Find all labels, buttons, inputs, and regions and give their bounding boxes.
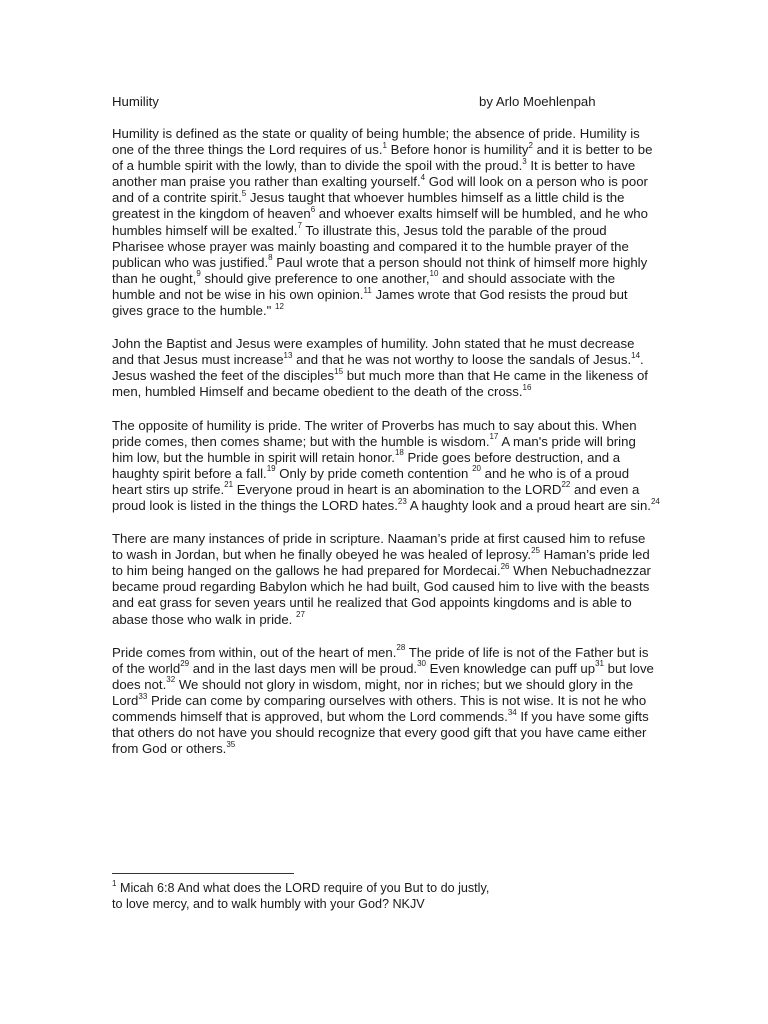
paragraph-text: Pride can come by comparing ourselves with others. This is not wise. It is not he who commends himself that is approved, but whom the Lord commends. <box>112 692 647 724</box>
footnote-reference: 7 <box>297 221 302 231</box>
footnote-reference: 13 <box>283 350 293 360</box>
paragraph-text: There are many instances of pride in scripture. Naaman’s pride at first caused him to refuse to wash in Jordan, but when he finally obeyed he was healed of leprosy. <box>112 531 646 563</box>
paragraph-text: should give preference to one another, <box>200 270 430 286</box>
paragraph <box>112 126 660 319</box>
footnote-reference: 27 <box>296 610 305 620</box>
paragraph <box>112 531 660 628</box>
document-title: Humility <box>112 94 159 109</box>
footnote-marker: 1 <box>112 878 117 888</box>
footnote-reference: 4 <box>420 172 426 182</box>
paragraph-text: and should associate with the humble and not be wise in his own opinion. <box>112 270 616 302</box>
paragraph-text: If you have some gifts that others do not have you should recognize that every good gift that you have came either from God or others. <box>112 709 649 757</box>
paragraph-text: Pride goes before destruction, and a haughty spirit before a fall. <box>112 449 621 481</box>
footnote-reference: 16 <box>522 383 532 393</box>
footnote-reference: 29 <box>180 659 190 669</box>
footnote-text: Micah 6:8 And what does the LORD require of you But to do justly, <box>116 881 490 895</box>
footnote-reference: 9 <box>196 269 201 279</box>
paragraph-text: Everyone proud in heart is an abomination to the LORD <box>233 481 562 497</box>
paragraph-text: When Nebuchadnezzar became proud regarding Babylon which he had built, God caused him to live with the beasts and eat grass for seven years until he realized that God appoints kingdoms and is able to abase those who walk in pride. <box>112 563 651 627</box>
paragraph-text: Haman’s pride led to him being hanged on the gallows he had prepared for Mordecai. <box>112 547 650 579</box>
footnote-reference: 18 <box>394 448 404 458</box>
footnote-reference: 10 <box>429 269 439 279</box>
footnote-reference: 35 <box>226 739 236 749</box>
paragraph-text: and that he was not worthy to loose the sandals of Jesus. <box>292 352 632 368</box>
paragraph-text: To illustrate this, Jesus told the parable of the proud Pharisee whose prayer was mainly boasting and compared it to the humble prayer of the publican who was justified. <box>112 222 629 270</box>
document-header <box>112 94 660 111</box>
footnote-reference: 25 <box>531 545 540 555</box>
paragraph-text: Jesus taught that whoever humbles himself as a little child is the greatest in the kingdom of heaven <box>112 190 625 222</box>
footnote-line-2: to love mercy, and to walk humbly with your God? NKJV <box>112 897 425 911</box>
paragraph-text: John the Baptist and Jesus were examples of humility. John stated that he must decrease and that Jesus must increase <box>112 336 635 368</box>
footnote-reference: 22 <box>561 480 571 490</box>
footnote-reference: 6 <box>310 205 316 215</box>
footnote-reference: 33 <box>138 691 148 701</box>
footnote-reference: 15 <box>334 366 344 376</box>
paragraph-text: and whoever exalts himself will be humbled, and he who humbles himself will be exalted. <box>112 206 648 238</box>
footnote-reference: 32 <box>166 675 176 685</box>
footnote-reference: 19 <box>266 464 276 474</box>
footnote-reference: 17 <box>489 432 499 442</box>
footnote-reference: 3 <box>522 156 527 166</box>
document-page <box>112 94 660 774</box>
paragraph-text: It is better to have another man praise you rather than exalting yourself. <box>112 158 636 190</box>
footnote-reference: 5 <box>241 188 247 198</box>
paragraph-text: but love does not. <box>112 660 654 692</box>
footnote-reference: 30 <box>417 659 426 669</box>
paragraph-text: Pride comes from within, out of the heart of men. <box>112 644 397 660</box>
paragraph-text: The pride of life is not of the Father but is of the world <box>112 644 649 676</box>
paragraph <box>112 418 660 515</box>
paragraph-text: We should not glory in wisdom, might, nor in riches; but we should glory in the Lord <box>112 676 634 708</box>
footnote-reference: 12 <box>275 301 284 311</box>
footnote-line <box>112 880 660 896</box>
paragraph-text: and in the last days men will be proud. <box>189 660 418 676</box>
footnote-reference: 11 <box>363 285 372 295</box>
footnote-separator <box>112 873 294 874</box>
paragraph-text: and even a proud look is listed in the things the LORD hates. <box>112 481 640 513</box>
paragraph-text: James wrote that God resists the proud but gives grace to the humble." <box>112 286 628 319</box>
footnote-reference: 31 <box>595 659 605 669</box>
paragraph-text: Before honor is humility <box>386 142 529 158</box>
footnote-reference: 8 <box>268 253 273 263</box>
paragraph-text: A man's pride will bring him low, but the humble in spirit will retain honor. <box>112 433 636 465</box>
paragraph-text: Even knowledge can puff up <box>425 660 596 676</box>
paragraph <box>112 645 660 758</box>
footnote-reference: 21 <box>224 480 234 490</box>
paragraph-text: A haughty look and a proud heart are sin. <box>406 497 651 513</box>
footnote-reference: 26 <box>500 561 510 571</box>
paragraph-text: God will look on a person who is poor and of a contrite spirit. <box>112 174 648 206</box>
paragraph-text: Paul wrote that a person should not think of himself more highly than he ought, <box>112 254 648 286</box>
paragraph-text: The opposite of humility is pride. The writer of Proverbs has much to say about this. When pride comes, then comes shame; but with the humble is wisdom. <box>112 417 637 449</box>
footnote-reference: 20 <box>472 464 481 474</box>
document-author: by Arlo Moehlenpah <box>479 94 596 109</box>
footnote-reference: 14 <box>631 350 641 360</box>
footnote-reference: 24 <box>650 496 660 506</box>
footnote-reference: 28 <box>396 643 406 653</box>
paragraph-text: Only by pride cometh contention <box>275 465 473 481</box>
paragraph <box>112 336 660 400</box>
paragraph-text: and it is better to be of a humble spirit with the lowly, than to divide the spoil with the proud. <box>112 142 653 174</box>
paragraph-text: and he who is of a proud heart stirs up strife. <box>112 465 630 497</box>
footnote-reference: 23 <box>397 496 407 506</box>
paragraph-text: Humility is defined as the state or quality of being humble; the absence of pride. Humility is one of the three things the Lord requires of us. <box>112 126 640 158</box>
footnote-reference: 2 <box>528 140 533 150</box>
footnote <box>112 880 660 912</box>
paragraph-text: but much more than that He came in the likeness of men, humbled Himself and became obedient to the death of the cross. <box>112 368 648 400</box>
footnote-reference: 34 <box>507 707 517 717</box>
footnote-reference: 1 <box>382 140 387 150</box>
paragraph-text: . Jesus washed the feet of the disciples <box>112 352 644 384</box>
